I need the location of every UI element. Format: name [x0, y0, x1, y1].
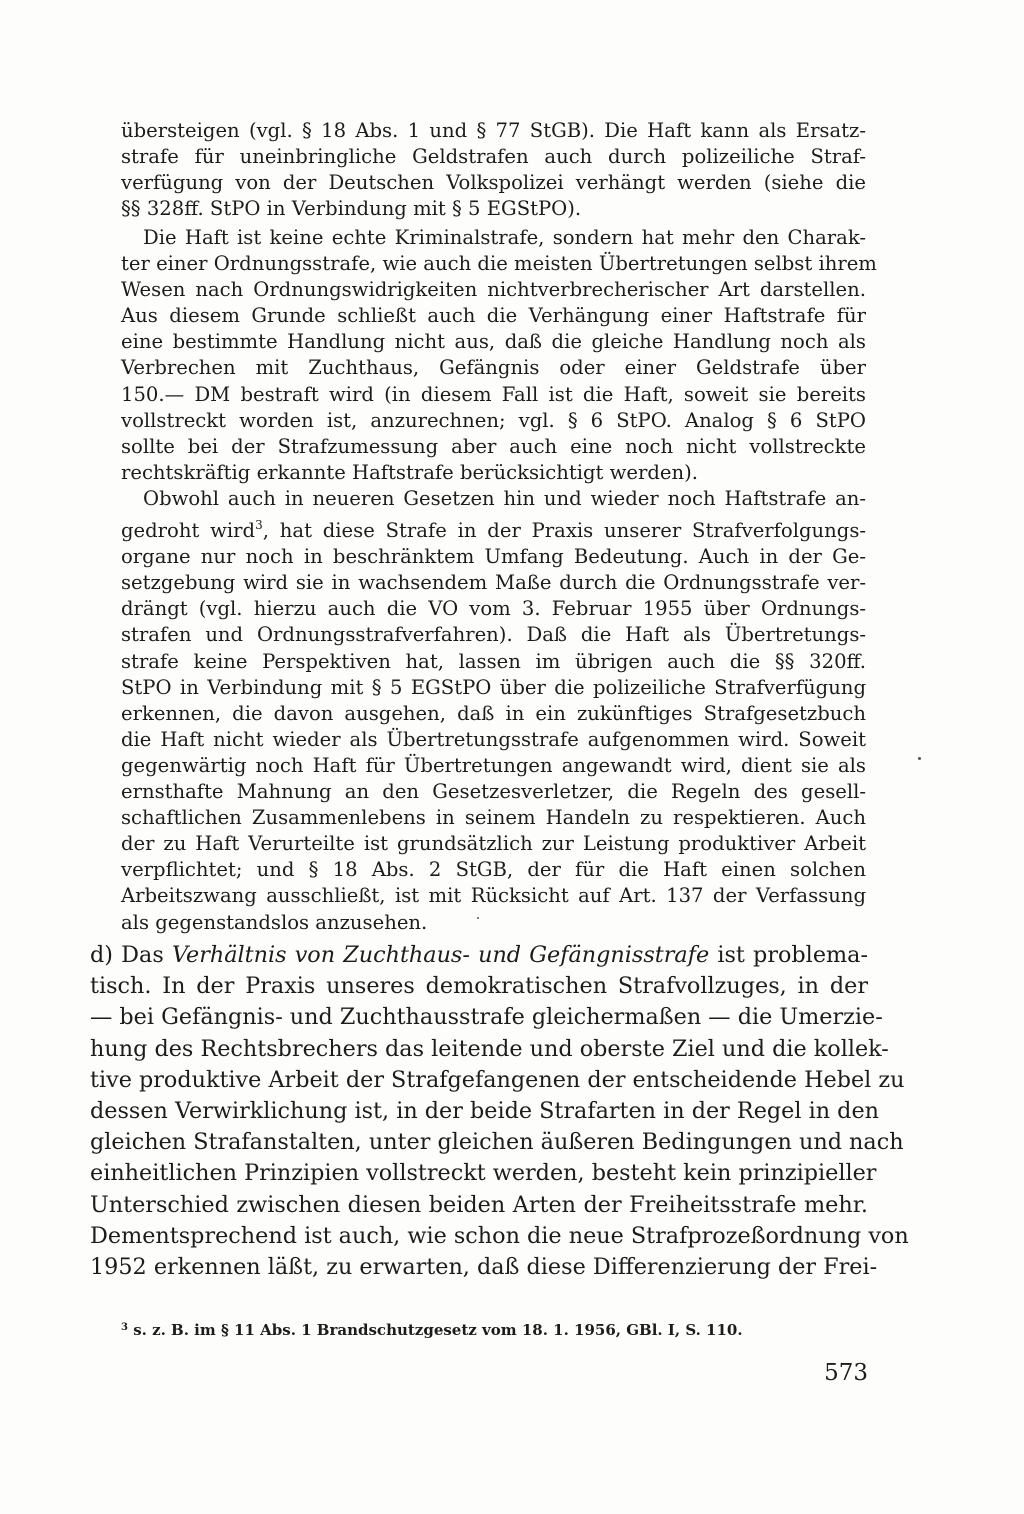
- text-line: verpflichtet; und § 18 Abs. 2 StGB, der für die Haft einen solchen: [121, 858, 866, 882]
- text-fragment: , hat diese Strafe in der Praxis unserer Strafverfolgungs-: [262, 519, 866, 543]
- print-speck: [477, 917, 479, 919]
- text-line: 150.— DM bestraft wird (in diesem Fall ist die Haft, soweit sie bereits: [121, 382, 866, 406]
- footnote-marker: 3: [121, 1322, 128, 1333]
- text-line: gegenwärtig noch Haft für Übertretungen angewandt wird, dient sie als: [121, 753, 866, 777]
- text-line: strafe keine Perspektiven hat, lassen im übrigen auch die §§ 320ff.: [121, 649, 866, 673]
- print-speck: [918, 757, 921, 760]
- text-line: schaftlichen Zusammenlebens in seinem Handeln zu respektieren. Auch: [121, 806, 866, 830]
- text-line: rechtskräftig erkannte Haftstrafe berücksichtigt werden).: [121, 460, 699, 484]
- text-line: einheitlichen Prinzipien vollstreckt werden, besteht kein prinzipieller: [90, 1160, 877, 1187]
- text-line: 1952 erkennen läßt, zu erwarten, daß diese Differenzierung der Frei-: [90, 1254, 878, 1281]
- section-d-heading-line: [90, 940, 868, 971]
- text-line: die Haft nicht wieder als Übertretungsstrafe aufgenommen wird. Soweit: [121, 727, 866, 751]
- text-line: organe nur noch in beschränktem Umfang Bedeutung. Auch in der Ge-: [121, 545, 866, 569]
- text-line: strafen und Ordnungsstrafverfahren). Daß die Haft als Übertretungs-: [121, 623, 866, 647]
- text-line: StPO in Verbindung mit § 5 EGStPO über die polizeiliche Strafverfügung: [121, 675, 866, 699]
- text-line: Die Haft ist keine echte Kriminalstrafe, sondern hat mehr den Charak-: [143, 226, 866, 249]
- text-fragment: gedroht wird: [121, 519, 256, 543]
- text-line: vollstreckt worden ist, anzurechnen; vgl. § 6 StPO. Analog § 6 StPO: [121, 408, 866, 432]
- text-line: Wesen nach Ordnungswidrigkeiten nichtverbrecherischer Art darstellen.: [121, 278, 866, 302]
- text-line: übersteigen (vgl. § 18 Abs. 1 und § 77 StGB). Die Haft kann als Ersatz-: [121, 119, 866, 142]
- text-fragment: ist problema-: [709, 942, 868, 968]
- text-line: §§ 328ff. StPO in Verbindung mit § 5 EGStPO).: [121, 197, 582, 221]
- text-line: als gegenstandslos anzusehen.: [121, 910, 428, 934]
- paragraph-continuation: [121, 118, 866, 222]
- text-line: Obwohl auch in neueren Gesetzen hin und wieder noch Haftstrafe an-: [143, 487, 866, 510]
- footnote-text: s. z. B. im § 11 Abs. 1 Brandschutzgesetz vom 18. 1. 1956, GBl. I, S. 110.: [127, 1321, 743, 1339]
- text-line: Dementsprechend ist auch, wie schon die neue Strafprozeßordnung von: [90, 1222, 909, 1249]
- text-line: der zu Haft Verurteilte ist grundsätzlich zur Leistung produktiver Arbeit: [121, 832, 866, 856]
- paragraph-haft-practice: [121, 486, 866, 936]
- page-number: 573: [824, 1360, 868, 1386]
- text-line: erkennen, die davon ausgehen, daß in ein zukünftiges Strafgesetzbuch: [121, 701, 866, 725]
- text-line: Arbeitszwang ausschließt, ist mit Rücksicht auf Art. 137 der Verfassung: [121, 884, 866, 908]
- text-line: Unterschied zwischen diesen beiden Arten der Freiheitsstrafe mehr.: [90, 1191, 868, 1218]
- text-line: ter einer Ordnungsstrafe, wie auch die meisten Übertretungen selbst ihrem: [121, 252, 877, 276]
- section-emphasis: Verhältnis von Zuchthaus- und Gefängnisstrafe: [171, 942, 710, 968]
- text-line: ernsthafte Mahnung an den Gesetzesverletzer, die Regeln des gesell-: [121, 780, 866, 804]
- text-line: gleichen Strafanstalten, unter gleichen äußeren Bedingungen und nach: [90, 1129, 904, 1156]
- text-line: sollte bei der Strafzumessung aber auch eine noch nicht vollstreckte: [121, 434, 866, 458]
- text-line: — bei Gefängnis- und Zuchthausstrafe gleichermaßen — die Umerzie-: [90, 1004, 883, 1031]
- text-line: tive produktive Arbeit der Strafgefangenen der entscheidende Hebel zu: [90, 1066, 905, 1093]
- text-line: Aus diesem Grunde schließt auch die Verhängung einer Haftstrafe für: [121, 304, 866, 328]
- footnote: [121, 1318, 743, 1340]
- text-line: dessen Verwirklichung ist, in der beide Strafarten in der Regel in den: [90, 1098, 880, 1125]
- text-line-with-footnote-ref: [121, 512, 866, 544]
- paragraph-haft-nature: [121, 225, 877, 486]
- text-line: eine bestimmte Handlung nicht aus, daß die gleiche Handlung noch als: [121, 330, 866, 354]
- text-line: drängt (vgl. hierzu auch die VO vom 3. Februar 1955 über Ordnungs-: [121, 597, 866, 621]
- text-line: Verbrechen mit Zuchthaus, Gefängnis oder einer Geldstrafe über: [121, 356, 866, 380]
- section-label: d) Das: [90, 942, 172, 968]
- text-line: setzgebung wird sie in wachsendem Maße durch die Ordnungsstrafe ver-: [121, 571, 866, 595]
- text-line: hung des Rechtsbrechers das leitende und oberste Ziel und die kollek-: [90, 1035, 889, 1062]
- footnote-reference[interactable]: 3: [255, 518, 263, 533]
- text-line: tisch. In der Praxis unseres demokratischen Strafvollzuges, in der: [90, 973, 868, 1000]
- section-d: [90, 940, 909, 1283]
- text-line: strafe für uneinbringliche Geldstrafen auch durch polizeiliche Straf-: [121, 145, 866, 169]
- text-line: verfügung von der Deutschen Volkspolizei verhängt werden (siehe die: [121, 171, 866, 195]
